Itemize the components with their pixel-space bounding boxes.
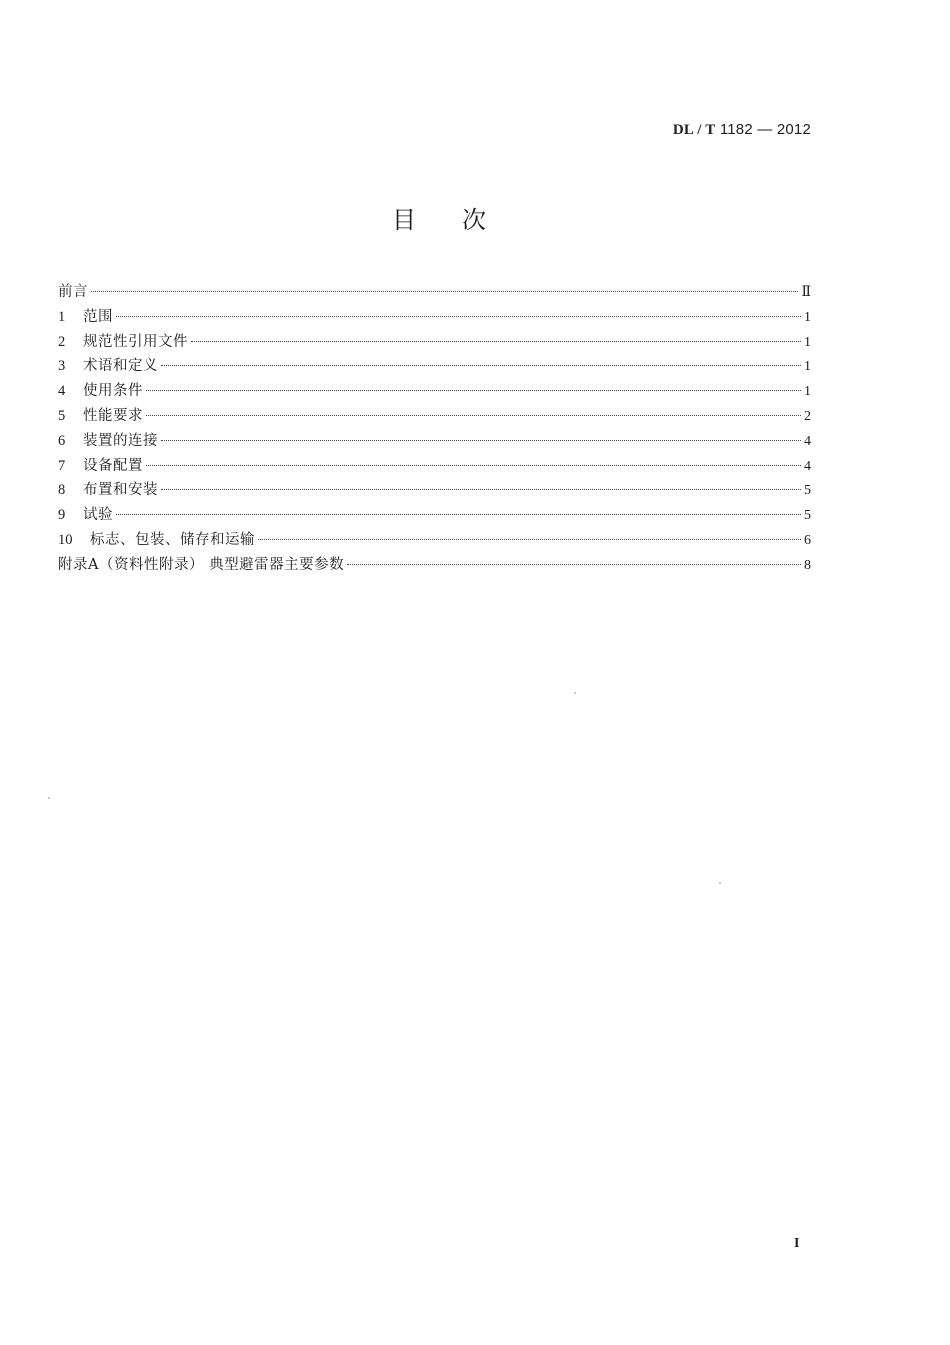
toc-entry-page: 6	[804, 532, 811, 548]
page-number: I	[794, 1236, 800, 1251]
toc-entry-number: 3	[58, 358, 66, 375]
toc-entry-page: 5	[804, 508, 811, 524]
toc-entry-number: 8	[58, 482, 66, 499]
table-of-contents	[58, 280, 811, 578]
document-code	[673, 121, 811, 139]
document-code-number: 1182 — 2012	[719, 121, 811, 138]
toc-entry-8[interactable]	[58, 478, 811, 503]
toc-entry-number: 10	[58, 531, 73, 548]
toc-entry-5[interactable]	[58, 404, 811, 429]
toc-entry-2[interactable]	[58, 330, 811, 355]
toc-entry-page: 8	[804, 557, 811, 573]
toc-leader-dots	[161, 365, 801, 366]
toc-entry-1[interactable]	[58, 305, 811, 330]
toc-entry-label: 前言	[58, 284, 88, 300]
toc-entry-label: 规范性引用文件	[83, 333, 188, 350]
toc-entry-label: 设备配置	[83, 457, 143, 474]
toc-entry-6[interactable]	[58, 429, 811, 454]
toc-leader-dots	[146, 415, 801, 416]
toc-entry-9[interactable]	[58, 503, 811, 528]
scan-speck	[574, 692, 576, 694]
toc-entry-label: 装置的连接	[83, 432, 158, 449]
toc-entry-appendix-a[interactable]	[58, 553, 811, 578]
toc-title: 目次	[392, 206, 532, 234]
toc-entry-page: 1	[804, 334, 811, 350]
toc-entry-page: 4	[804, 458, 811, 474]
toc-leader-dots	[91, 291, 798, 292]
toc-entry-label: 使用条件	[83, 383, 143, 400]
scan-speck	[719, 882, 721, 884]
toc-leader-dots	[116, 316, 801, 317]
toc-entry-label: 试验	[83, 507, 113, 524]
document-code-prefix: DL / T	[672, 122, 716, 138]
toc-entry-number: 1	[58, 308, 66, 325]
toc-entry-label: 布置和安装	[83, 482, 158, 499]
toc-entry-number: 7	[58, 457, 66, 474]
toc-entry-label: 性能要求	[83, 407, 143, 424]
toc-entry-page: 4	[804, 433, 811, 449]
toc-leader-dots	[161, 489, 801, 490]
toc-entry-page: 1	[804, 309, 811, 325]
toc-entry-7[interactable]	[58, 454, 811, 479]
toc-entry-3[interactable]	[58, 354, 811, 379]
toc-entry-page: Ⅱ	[801, 285, 811, 300]
toc-entry-number: 6	[58, 432, 66, 449]
toc-leader-dots	[146, 390, 801, 391]
toc-entry-label: 标志、包装、储存和运输	[90, 531, 255, 548]
toc-entry-number: 5	[58, 407, 66, 424]
toc-entry-label: 范围	[83, 308, 113, 325]
toc-entry-4[interactable]	[58, 379, 811, 404]
toc-entry-10[interactable]	[58, 528, 811, 553]
toc-entry-page: 2	[804, 408, 811, 424]
toc-leader-dots	[161, 440, 801, 441]
scan-speck	[48, 797, 50, 799]
toc-entry-label: 附录A（资料性附录） 典型避雷器主要参数	[58, 556, 345, 573]
toc-entry-number: 9	[58, 507, 66, 524]
toc-leader-dots	[347, 564, 801, 565]
toc-entry-foreword[interactable]	[58, 280, 811, 305]
toc-entry-page: 1	[804, 359, 811, 375]
toc-entry-page: 1	[804, 384, 811, 400]
toc-leader-dots	[116, 514, 801, 515]
toc-entry-page: 5	[804, 483, 811, 499]
toc-leader-dots	[191, 341, 801, 342]
toc-leader-dots	[258, 539, 801, 540]
toc-entry-number: 4	[58, 383, 66, 400]
toc-entry-number: 2	[58, 333, 66, 350]
toc-leader-dots	[146, 465, 801, 466]
toc-entry-label: 术语和定义	[83, 358, 158, 375]
